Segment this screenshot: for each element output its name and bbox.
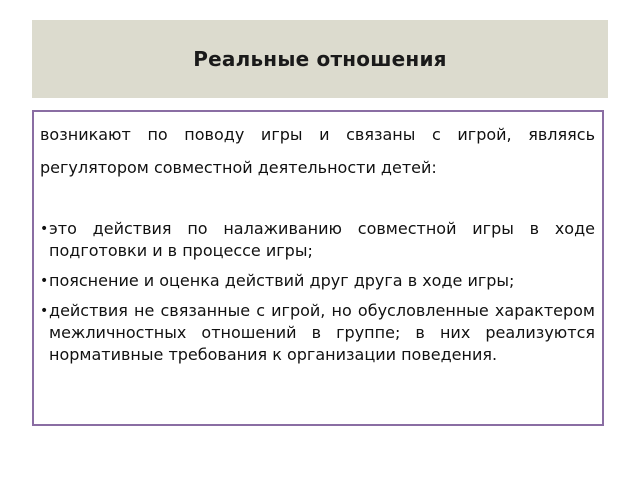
- bullet-dot-icon: •: [40, 303, 49, 319]
- intro-text: возникают по поводу игры и связаны с игрой, являясь регулятором совместной деятельности детей:: [40, 125, 595, 177]
- slide-title: Реальные отношения: [193, 47, 447, 71]
- bullet-list: [40, 218, 595, 366]
- bullet-item: [40, 270, 595, 292]
- bullet-dot-icon: •: [40, 273, 49, 289]
- content-box: [32, 110, 604, 426]
- title-bar: [32, 20, 608, 98]
- bullet-text: действия не связанные с игрой, но обусловленные характером межличностных отношений в группе; в них реализуются нормативные требования к организации поведения.: [49, 301, 595, 364]
- bullet-text: это действия по налаживанию совместной игры в ходе подготовки и в процессе игры;: [49, 219, 595, 260]
- bullet-text: пояснение и оценка действий друг друга в ходе игры;: [49, 271, 515, 290]
- bullet-item: [40, 218, 595, 262]
- bullet-dot-icon: •: [40, 221, 49, 237]
- bullet-item: [40, 300, 595, 366]
